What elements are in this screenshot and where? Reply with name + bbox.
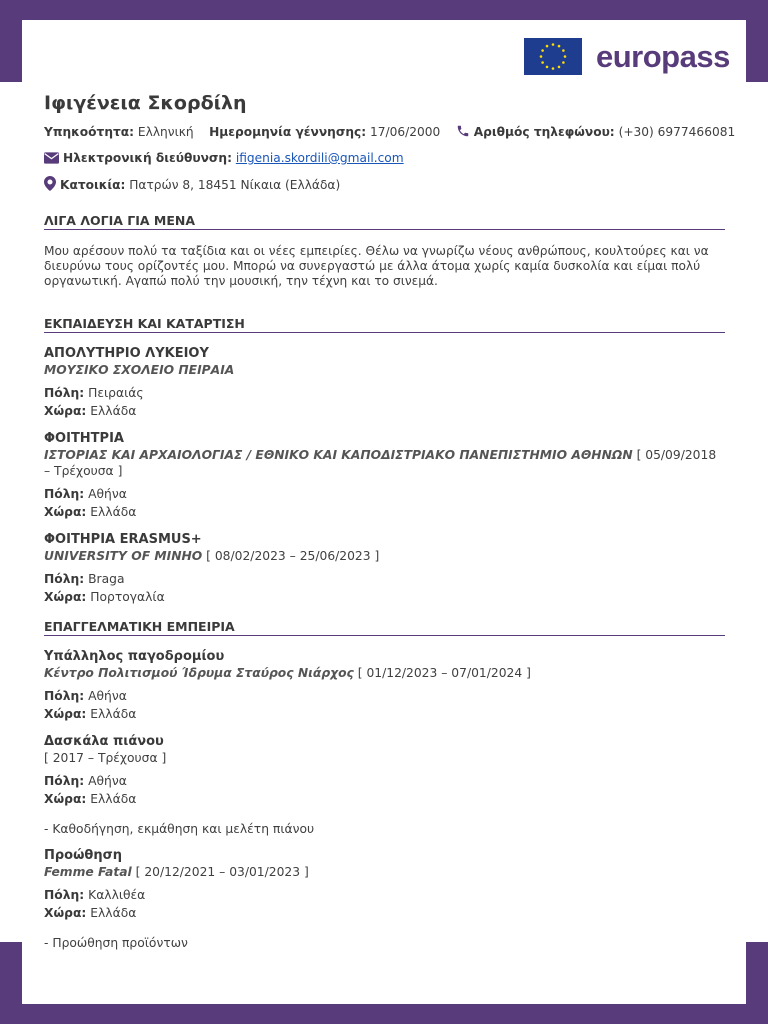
eu-star-icon (546, 66, 549, 69)
entry-title: ΑΠΟΛΥΤΗΡΙΟ ΛΥΚΕΙΟΥ (44, 346, 209, 361)
info-line-1 (44, 124, 736, 142)
entry-org: ΜΟΥΣΙΚΟ ΣΧΟΛΕΙΟ ΠΕΙΡΑΙΑ (44, 363, 235, 377)
cv-content (44, 92, 736, 951)
email-label: Ηλεκτρονική διεύθυνση: (63, 151, 232, 165)
info-line-3 (44, 176, 725, 195)
city-value: Καλλιθέα (88, 888, 146, 902)
eu-star-icon (562, 61, 565, 64)
eu-star-icon (552, 67, 555, 70)
country-label: Χώρα: (44, 590, 87, 604)
education-section-title: ΕΚΠΑΙΔΕΥΣΗ ΚΑΙ ΚΑΤΑΡΤΙΣΗ (44, 316, 725, 333)
eu-star-icon (546, 45, 549, 48)
entry-dates: [ 20/12/2021 – 03/01/2023 ] (135, 865, 309, 879)
experience-entry (44, 649, 725, 723)
entry-subtitle (44, 447, 725, 479)
entry-subtitle (44, 665, 725, 681)
frame-left-corner (0, 0, 22, 82)
city-value: Braga (88, 572, 125, 586)
frame-right-corner (746, 0, 768, 82)
entry-subtitle (44, 864, 725, 880)
nationality-value: Ελληνική (137, 125, 194, 139)
eu-star-icon (558, 66, 561, 69)
entry-city (44, 384, 725, 402)
city-label: Πόλη: (44, 487, 85, 501)
eu-flag-icon (524, 38, 582, 75)
frame-bottom-border (0, 1004, 768, 1024)
nationality-label: Υπηκοότητα: (44, 125, 135, 139)
experience-entry (44, 734, 725, 837)
entry-dates: [ 01/12/2023 – 07/01/2024 ] (357, 666, 531, 680)
birth-label: Ημερομηνία γέννησης: (209, 125, 367, 139)
entry-org: Femme Fatal (44, 865, 132, 879)
entry-city (44, 772, 725, 790)
country-label: Χώρα: (44, 906, 87, 920)
eu-star-icon (540, 55, 543, 58)
logo-text: europass (596, 39, 730, 74)
entry-country (44, 790, 725, 808)
frame-top-border (0, 0, 768, 20)
phone-value: (+30) 6977466081 (618, 125, 736, 139)
entry-org: ΙΣΤΟΡΙΑΣ ΚΑΙ ΑΡΧΑΙΟΛΟΓΙΑΣ / ΕΘΝΙΚΟ ΚΑΙ ΚΑΠΟΔΙΣΤΡΙΑΚΟ ΠΑΝΕΠΙΣΤΗΜΙΟ ΑΘΗΝΩΝ (44, 448, 633, 462)
info-line-2 (44, 150, 725, 168)
entry-country (44, 904, 725, 922)
europass-logo (524, 38, 730, 75)
country-label: Χώρα: (44, 707, 87, 721)
entry-city (44, 687, 725, 705)
entry-org: Κέντρο Πολιτισμού Ίδρυμα Σταύρος Νιάρχος (44, 666, 354, 680)
entry-city (44, 886, 725, 904)
city-label: Πόλη: (44, 888, 85, 902)
about-section-title: ΛΙΓΑ ΛΟΓΙΑ ΓΙΑ ΜΕΝΑ (44, 213, 725, 230)
entry-title: Υπάλληλος παγοδρομίου (44, 649, 225, 664)
entry-subtitle (44, 548, 725, 564)
eu-star-icon (552, 43, 555, 46)
country-value: Ελλάδα (90, 404, 137, 418)
email-icon (44, 152, 59, 168)
city-value: Αθήνα (88, 774, 127, 788)
frame-left-bottom-corner (0, 942, 22, 1024)
entry-title: ΦΟΙΤΗΤΡΙΑ (44, 431, 124, 446)
email-link[interactable]: ifigenia.skordili@gmail.com (235, 151, 404, 165)
entry-dates: [ 2017 – Τρέχουσα ] (44, 751, 167, 765)
country-value: Πορτογαλία (90, 590, 165, 604)
entry-city (44, 570, 725, 588)
entry-subtitle (44, 362, 725, 378)
frame-right-bottom-corner (746, 942, 768, 1024)
education-entry (44, 431, 725, 521)
entry-bullet: - Καθοδήγηση, εκμάθηση και μελέτη πιάνου (44, 822, 315, 836)
eu-star-icon (558, 45, 561, 48)
address-label: Κατοικία: (60, 178, 126, 192)
experience-entry (44, 848, 725, 951)
eu-star-icon (564, 55, 567, 58)
country-label: Χώρα: (44, 404, 87, 418)
city-value: Πειραιάς (88, 386, 144, 400)
city-value: Αθήνα (88, 487, 127, 501)
city-label: Πόλη: (44, 774, 85, 788)
entry-bullet: - Προώθηση προϊόντων (44, 936, 188, 950)
entry-dates: [ 05/09/2018 – Τρέχουσα ] (44, 448, 717, 478)
eu-star-icon (562, 49, 565, 52)
birth-value: 17/06/2000 (369, 125, 441, 139)
country-label: Χώρα: (44, 505, 87, 519)
city-value: Αθήνα (88, 689, 127, 703)
education-entry (44, 532, 725, 606)
country-value: Ελλάδα (90, 707, 137, 721)
entry-org: UNIVERSITY OF MINHO (44, 549, 203, 563)
city-label: Πόλη: (44, 689, 85, 703)
entry-dates: [ 08/02/2023 – 25/06/2023 ] (206, 549, 380, 563)
eu-star-icon (541, 49, 544, 52)
country-value: Ελλάδα (90, 792, 137, 806)
eu-star-icon (541, 61, 544, 64)
experience-section-title: ΕΠΑΓΓΕΛΜΑΤΙΚΗ ΕΜΠΕΙΡΙΑ (44, 619, 725, 636)
person-name: Ιφιγένεια Σκορδίλη (44, 92, 247, 114)
location-pin-icon (44, 176, 56, 195)
entry-country (44, 588, 725, 606)
about-text: Μου αρέσουν πολύ τα ταξίδια και οι νέες εμπειρίες. Θέλω να γνωρίζω νέους ανθρώπους, κουλτούρες και να διευρύνω τους ορίζοντές μου. Μπορώ να συνεργαστώ με άλλα άτομα χωρίς καμία δυσκολία και είμαι πολύ οργανωτική. Αγαπώ πολύ την μουσική, την τέχνη και το σινεμά. (44, 244, 709, 288)
address-value: Πατρών 8, 18451 Νίκαια (Ελλάδα) (129, 178, 341, 192)
phone-icon (456, 124, 470, 142)
entry-country (44, 503, 725, 521)
entry-city (44, 485, 725, 503)
entry-country (44, 402, 725, 420)
phone-label: Αριθμός τηλεφώνου: (473, 125, 615, 139)
country-value: Ελλάδα (90, 505, 137, 519)
entry-country (44, 705, 725, 723)
city-label: Πόλη: (44, 572, 85, 586)
city-label: Πόλη: (44, 386, 85, 400)
entry-title: Δασκάλα πιάνου (44, 734, 164, 749)
entry-title: Προώθηση (44, 848, 122, 863)
entry-title: ΦΟΙΤΗΡΙΑ ERASMUS+ (44, 532, 202, 547)
country-label: Χώρα: (44, 792, 87, 806)
education-entry (44, 346, 725, 420)
country-value: Ελλάδα (90, 906, 137, 920)
